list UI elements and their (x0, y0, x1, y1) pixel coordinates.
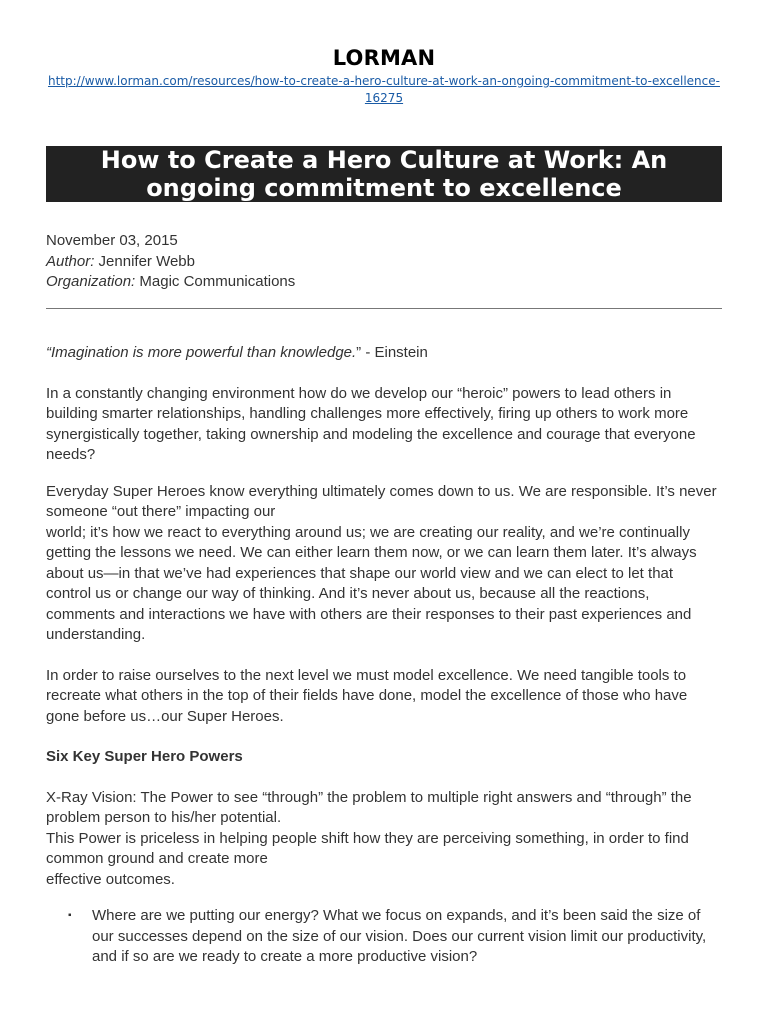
article-organization-row (46, 272, 722, 293)
author-name: Jennifer Webb (98, 252, 195, 270)
responsibility-line-1: Everyday Super Heroes know everything ultimately comes down to us. We are responsible. It’s never someone “out there” impacting our (46, 482, 717, 520)
excellence-paragraph: In order to raise ourselves to the next level we must model excellence. We need tangible tools to recreate what others in the top of their fields have done, model the excellence of those who have gone before us…our Super Heroes. (46, 666, 688, 725)
quote-attribution: ” - Einstein (356, 344, 428, 361)
author-label: Author: (46, 252, 95, 270)
quote-text: “Imagination is more powerful than knowledge. (46, 344, 357, 361)
responsibility-rest: world; it’s how we react to everything around us; we are creating our reality, and we’re continually getting the lessons we need. We can either learn them now, or we can learn them later. It’s always about us—in that we’ve had experiences that shape our world view and we can elect to let that control us or change our way of thinking. And it’s never about us, because all the reactions, comments and interactions we have with others are their responses to their past experiences and understanding. (46, 523, 697, 643)
article-title: How to Create a Hero Culture at Work: An ongoing commitment to excellence (100, 146, 668, 202)
responsibility-paragraph (46, 482, 722, 646)
xray-line-1: X-Ray Vision: The Power to see “through” the problem to multiple right answers and “through” the problem person to his/her potential. (46, 788, 692, 826)
organization-label: Organization: (46, 273, 136, 290)
divider (46, 308, 722, 309)
organization-name: Magic Communications (139, 273, 296, 290)
article-meta (46, 231, 722, 293)
power-bullet-list (46, 906, 722, 968)
xray-line-2: This Power is priceless in helping people shift how they are perceiving something, in order to find common ground and create more (46, 829, 689, 867)
section-heading: Six Key Super Hero Powers (46, 748, 243, 765)
article-author-row (46, 252, 722, 273)
article-date: November 03, 2015 (46, 232, 178, 249)
square-bullet-icon: ▪ (68, 910, 72, 921)
list-item (46, 906, 722, 968)
bullet-text: Where are we putting our energy? What we focus on expands, and it’s been said the size of our successes depend on the size of our vision. Does our current vision limit our productivity, and if so are we ready to create a more productive vision? (92, 907, 707, 965)
source-url-link[interactable]: http://www.lorman.com/resources/how-to-create-a-hero-culture-at-work-an-ongoing-commitment-to-excellence-16275 (48, 74, 720, 105)
intro-paragraph: In a constantly changing environment how do we develop our “heroic” powers to lead others in building smarter relationships, handling challenges more effectively, firing up others to work more synergistically together, taking ownership and modeling the excellence and courage that everyone needs? (46, 384, 696, 463)
xray-paragraph (46, 788, 722, 891)
article-body (46, 343, 722, 968)
article-title-banner (46, 146, 722, 202)
brand-logo-text: LORMAN (332, 46, 436, 70)
quote-paragraph (46, 343, 722, 364)
xray-line-3: effective outcomes. (46, 870, 175, 888)
